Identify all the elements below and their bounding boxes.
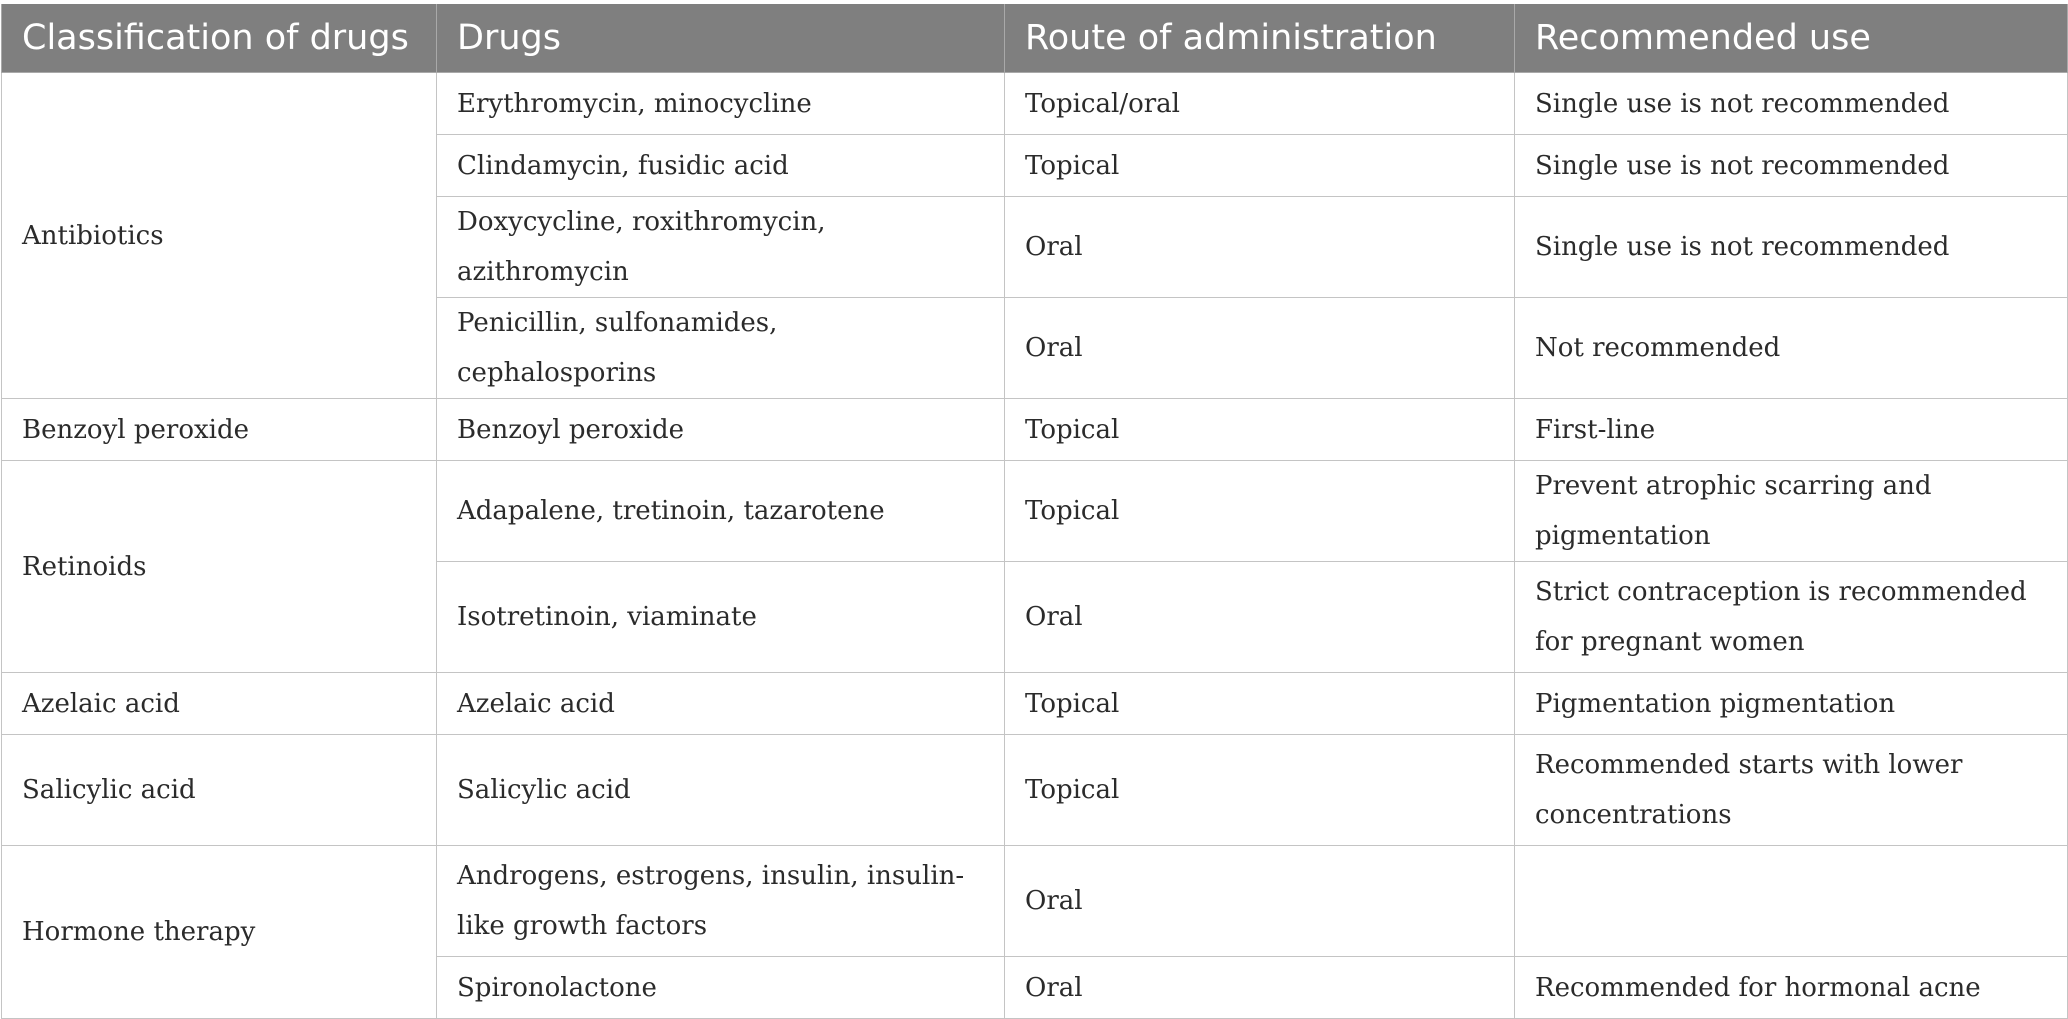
category-hormone-therapy: Hormone therapy	[2, 846, 437, 1019]
route-cell: Topical	[1005, 399, 1515, 461]
drugs-cell: Salicylic acid	[437, 735, 1005, 846]
table-row	[2, 461, 2068, 562]
route-cell: Oral	[1005, 562, 1515, 673]
table-row	[2, 846, 2068, 957]
drugs-cell: Spironolactone	[437, 957, 1005, 1019]
drugs-cell: Doxycycline, roxithromycin, azithromycin	[437, 197, 1005, 298]
header-row	[2, 4, 2068, 73]
use-cell	[1515, 846, 2068, 957]
category-antibiotics: Antibiotics	[2, 73, 437, 399]
category-retinoids: Retinoids	[2, 461, 437, 673]
use-cell: Single use is not recommended	[1515, 197, 2068, 298]
header-drugs: Drugs	[437, 4, 1005, 73]
route-cell: Oral	[1005, 298, 1515, 399]
category-azelaic-acid: Azelaic acid	[2, 673, 437, 735]
route-cell: Oral	[1005, 197, 1515, 298]
route-cell: Oral	[1005, 957, 1515, 1019]
table-row	[2, 735, 2068, 846]
category-benzoyl-peroxide: Benzoyl peroxide	[2, 399, 437, 461]
header-route: Route of administration	[1005, 4, 1515, 73]
drugs-cell: Azelaic acid	[437, 673, 1005, 735]
use-cell: Recommended for hormonal acne	[1515, 957, 2068, 1019]
table-row	[2, 673, 2068, 735]
use-cell: Not recommended	[1515, 298, 2068, 399]
route-cell: Topical	[1005, 135, 1515, 197]
use-cell: First-line	[1515, 399, 2068, 461]
drugs-cell: Erythromycin, minocycline	[437, 73, 1005, 135]
drugs-cell: Androgens, estrogens, insulin, insulin-like growth factors	[437, 846, 1005, 957]
route-cell: Topical	[1005, 673, 1515, 735]
use-cell: Single use is not recommended	[1515, 135, 2068, 197]
header-classification: Classification of drugs	[2, 4, 437, 73]
use-cell: Prevent atrophic scarring and pigmentation	[1515, 461, 2068, 562]
drugs-cell: Clindamycin, fusidic acid	[437, 135, 1005, 197]
drug-classification-table	[1, 4, 2068, 1019]
drugs-cell: Benzoyl peroxide	[437, 399, 1005, 461]
use-cell: Single use is not recommended	[1515, 73, 2068, 135]
header-recommended-use: Recommended use	[1515, 4, 2068, 73]
use-cell: Strict contraception is recommended for pregnant women	[1515, 562, 2068, 673]
route-cell: Topical	[1005, 461, 1515, 562]
route-cell: Oral	[1005, 846, 1515, 957]
category-salicylic-acid: Salicylic acid	[2, 735, 437, 846]
route-cell: Topical/oral	[1005, 73, 1515, 135]
use-cell: Pigmentation pigmentation	[1515, 673, 2068, 735]
drugs-cell: Penicillin, sulfonamides, cephalosporins	[437, 298, 1005, 399]
use-cell: Recommended starts with lower concentrations	[1515, 735, 2068, 846]
table-row	[2, 399, 2068, 461]
drugs-cell: Isotretinoin, viaminate	[437, 562, 1005, 673]
table-row	[2, 73, 2068, 135]
route-cell: Topical	[1005, 735, 1515, 846]
drugs-cell: Adapalene, tretinoin, tazarotene	[437, 461, 1005, 562]
